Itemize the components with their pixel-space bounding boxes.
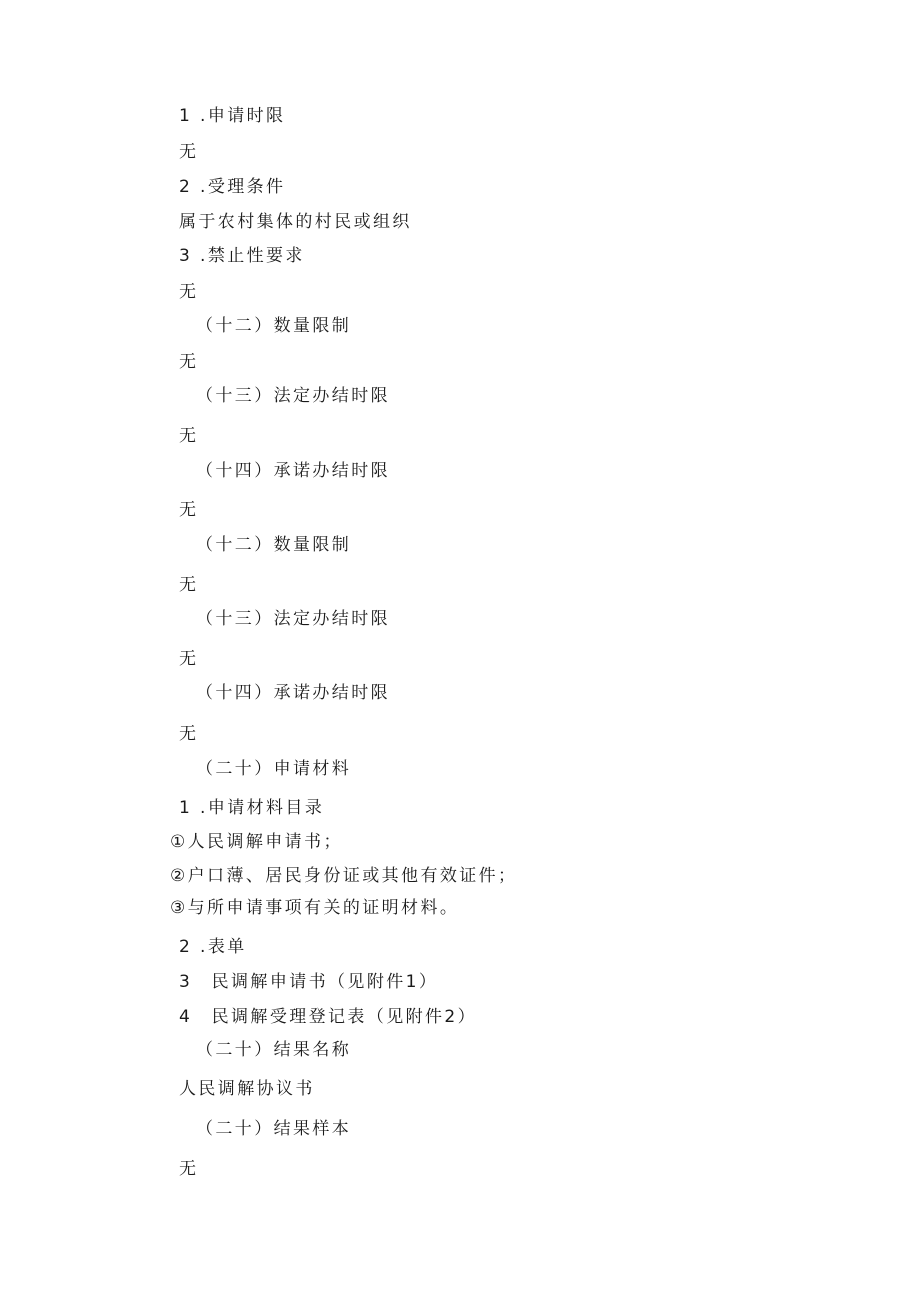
body-text: 无 — [179, 142, 199, 162]
section-heading: （十四）承诺办结时限 — [196, 683, 390, 703]
body-text: 无 — [179, 649, 199, 669]
section-heading: 3 .禁止性要求 — [179, 246, 305, 266]
list-item: ②户口薄、居民身份证或其他有效证件； — [170, 866, 518, 886]
section-heading: （十二）数量限制 — [196, 535, 352, 555]
body-text: 属于农村集体的村民或组织 — [179, 212, 412, 232]
section-heading: （二十）结果样本 — [196, 1119, 352, 1139]
list-item: 4 民调解受理登记表（见附件2） — [179, 1007, 478, 1027]
body-text: 人民调解协议书 — [179, 1079, 315, 1099]
section-heading: （十四）承诺办结时限 — [196, 461, 390, 481]
section-heading: （十三）法定办结时限 — [196, 609, 390, 629]
section-heading: 1 .申请时限 — [179, 106, 286, 126]
section-heading: （十三）法定办结时限 — [196, 386, 390, 406]
body-text: 无 — [179, 1159, 199, 1179]
section-heading: （二十）结果名称 — [196, 1040, 352, 1060]
body-text: 无 — [179, 352, 199, 372]
body-text: 无 — [179, 426, 199, 446]
body-text: 无 — [179, 575, 199, 595]
list-item: 3 民调解申请书（见附件1） — [179, 972, 439, 992]
section-heading: 2 .受理条件 — [179, 177, 286, 197]
section-heading: （二十）申请材料 — [196, 759, 352, 779]
section-heading: （十二）数量限制 — [196, 316, 352, 336]
body-text: 无 — [179, 724, 199, 744]
section-heading: 2 .表单 — [179, 937, 247, 957]
body-text: 无 — [179, 282, 199, 302]
list-item: ③与所申请事项有关的证明材料。 — [170, 898, 460, 918]
list-item: ①人民调解申请书； — [170, 832, 343, 852]
section-heading: 1 .申请材料目录 — [179, 798, 325, 818]
body-text: 无 — [179, 500, 199, 520]
